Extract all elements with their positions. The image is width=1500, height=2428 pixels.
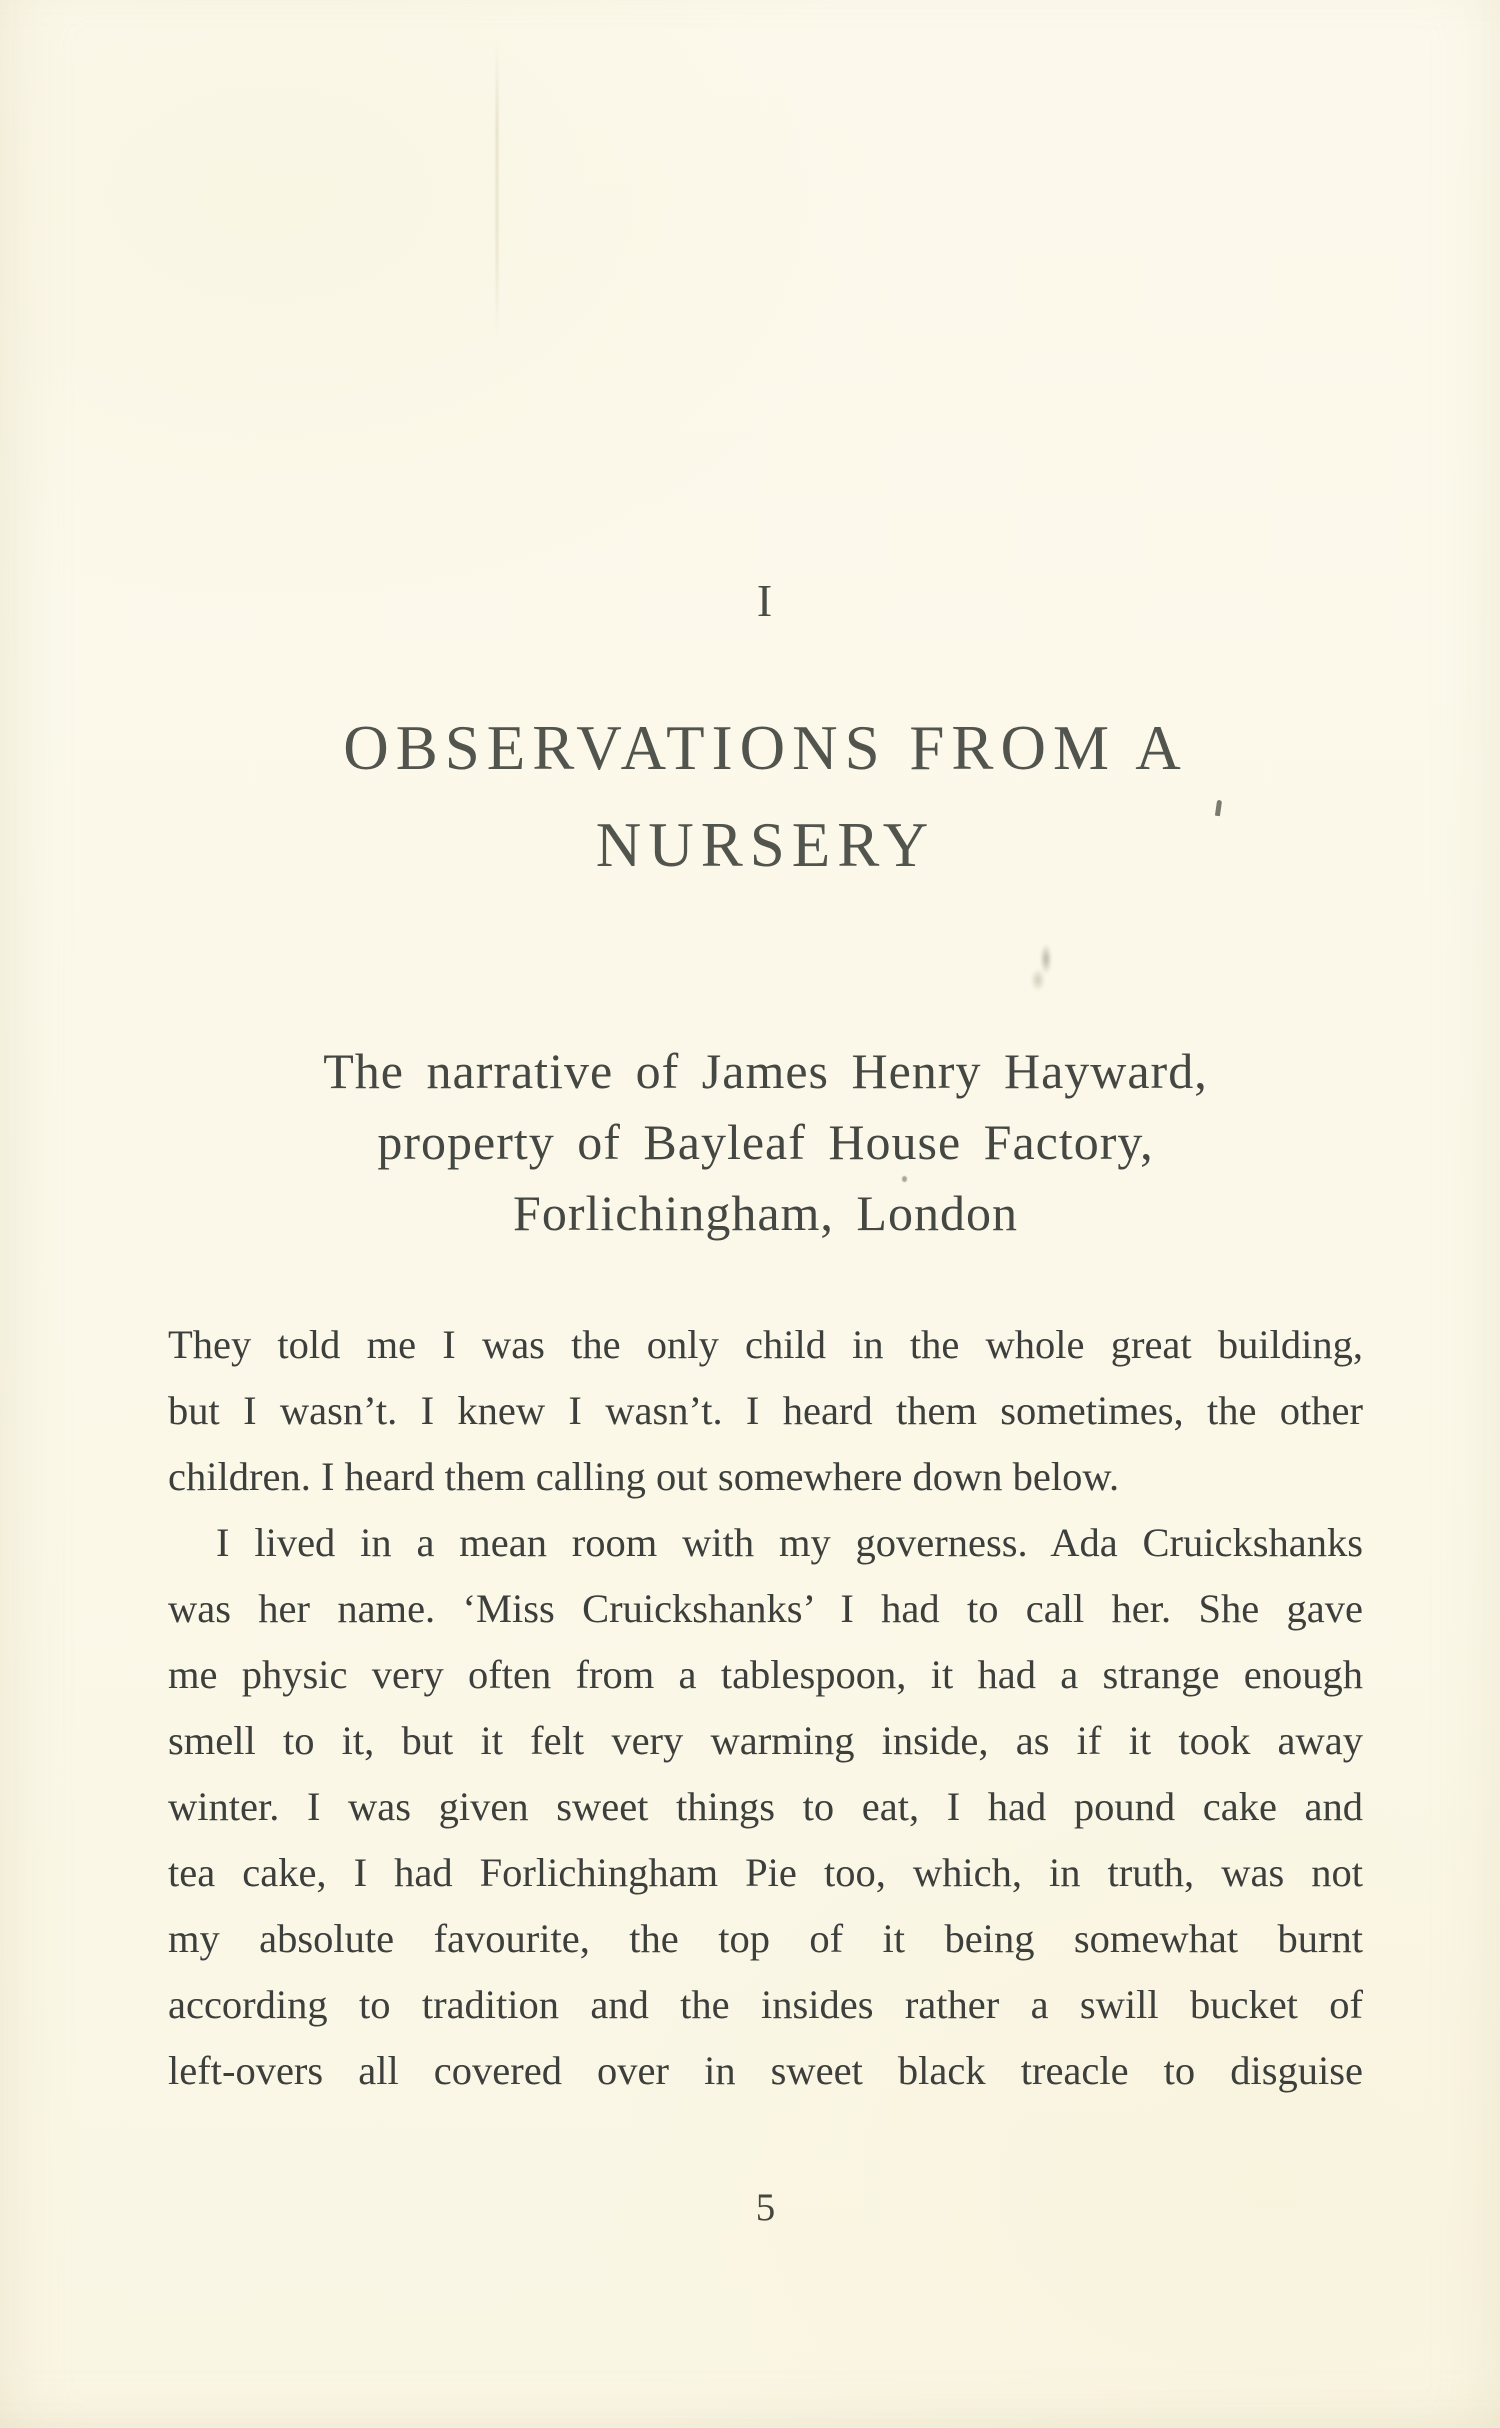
subtitle-line: property of Bayleaf House Factory, (377, 1114, 1154, 1170)
chapter-title (148, 700, 1383, 894)
page-number: 5 (755, 2186, 776, 2229)
title-line: NURSERY (595, 810, 936, 880)
body-text-line: my absolute favourite, the top of it being somewhat burnt (168, 1916, 1363, 1961)
title-line: OBSERVATIONS FROM A (343, 713, 1188, 783)
body-text-line: me physic very often from a tablespoon, it had a strange enough (168, 1652, 1363, 1697)
scan-smudge-mark (1022, 938, 1062, 998)
body-text (168, 1312, 1363, 2104)
body-text-line: left-overs all covered over in sweet black treacle to disguise (168, 2048, 1363, 2093)
body-text-line: smell to it, but it felt very warming inside, as if it took away (168, 1718, 1363, 1763)
body-text-line: was her name. ‘Miss Cruickshanks’ I had to call her. She gave (168, 1586, 1363, 1631)
scan-crease-mark (496, 40, 498, 340)
body-text-line: tea cake, I had Forlichingham Pie too, which, in truth, was not (168, 1850, 1363, 1895)
body-text-line: They told me I was the only child in the whole great building, (168, 1322, 1363, 1367)
body-text-line: but I wasn’t. I knew I wasn’t. I heard them sometimes, the other (168, 1388, 1363, 1433)
body-text-line: I lived in a mean room with my governess. Ada Cruickshanks (216, 1520, 1363, 1565)
narrative-subtitle (168, 1036, 1363, 1249)
body-text-line: children. I heard them calling out somewhere down below. (168, 1454, 1120, 1499)
body-text-line: winter. I was given sweet things to eat, I had pound cake and (168, 1784, 1363, 1829)
subtitle-line: The narrative of James Henry Hayward, (323, 1043, 1208, 1099)
chapter-number: I (756, 575, 775, 626)
subtitle-line: Forlichingham, London (513, 1185, 1018, 1241)
body-text-line: according to tradition and the insides rather a swill bucket of (168, 1982, 1363, 2027)
